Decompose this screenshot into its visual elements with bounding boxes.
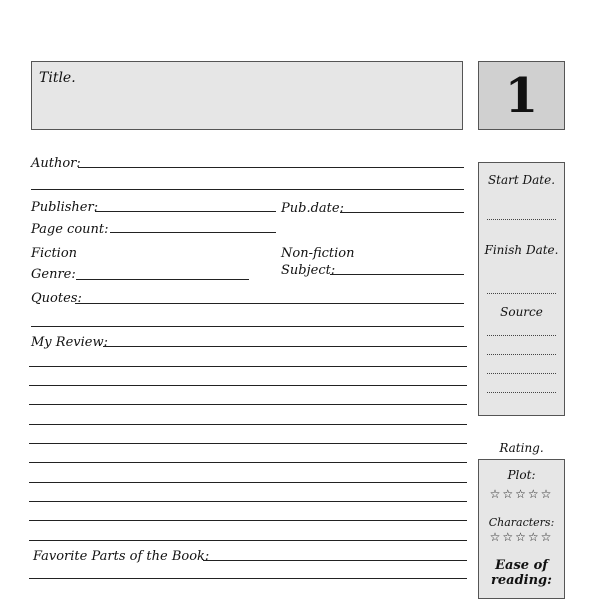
finish-date-line[interactable] [487, 293, 556, 294]
review-line[interactable] [29, 424, 467, 425]
publisher-label: Publisher: [31, 200, 99, 215]
source-label: Source [500, 305, 543, 319]
quotes-line-2[interactable] [31, 326, 464, 327]
page-count-line[interactable] [110, 232, 276, 233]
review-line[interactable] [29, 501, 467, 502]
rating-box [478, 459, 565, 599]
dates-sidebar [478, 162, 565, 416]
source-line[interactable] [487, 392, 556, 393]
quotes-line[interactable] [75, 303, 464, 304]
fiction-label: Fiction [31, 246, 78, 261]
favorite-parts-label: Favorite Parts of the Book: [33, 549, 210, 564]
entry-number: 1 [504, 68, 539, 124]
source-line[interactable] [487, 373, 556, 374]
review-line[interactable] [29, 482, 467, 483]
review-line[interactable] [29, 540, 467, 541]
characters-stars[interactable]: ☆☆☆☆☆ [489, 530, 554, 544]
start-date-label: Start Date. [487, 173, 556, 187]
source-line[interactable] [487, 354, 556, 355]
page-count-label: Page count: [31, 222, 109, 237]
favorite-parts-line[interactable] [203, 560, 467, 561]
number-box [478, 61, 565, 130]
ease-label: Ease of reading: [491, 558, 552, 588]
rating-title: Rating. [499, 441, 544, 455]
pub-date-line[interactable] [340, 212, 464, 213]
genre-label: Genre: [31, 267, 76, 282]
publisher-line[interactable] [95, 211, 276, 212]
review-line[interactable] [103, 346, 467, 347]
quotes-label: Quotes: [31, 291, 82, 306]
genre-line[interactable] [76, 279, 249, 280]
author-line[interactable] [78, 167, 464, 168]
author-label: Author: [31, 156, 81, 171]
plot-label: Plot: [507, 468, 536, 482]
characters-label: Characters: [488, 516, 555, 529]
review-line[interactable] [29, 462, 467, 463]
review-line[interactable] [29, 443, 467, 444]
start-date-line[interactable] [487, 219, 556, 220]
subject-line[interactable] [330, 274, 464, 275]
pub-date-label: Pub.date: [281, 201, 344, 216]
author-line-2[interactable] [31, 189, 464, 190]
review-line[interactable] [29, 520, 467, 521]
my-review-label: My Review: [31, 335, 108, 350]
non-fiction-label: Non-fiction [281, 246, 355, 261]
subject-label: Subject: [281, 263, 336, 278]
plot-stars[interactable]: ☆☆☆☆☆ [489, 487, 554, 501]
review-line[interactable] [29, 404, 467, 405]
source-line[interactable] [487, 335, 556, 336]
review-line[interactable] [29, 385, 467, 386]
title-label: Title. [39, 70, 76, 86]
favorite-parts-line-2[interactable] [29, 578, 467, 579]
title-box[interactable] [31, 61, 463, 130]
review-line[interactable] [29, 366, 467, 367]
finish-date-label: Finish Date. [484, 243, 559, 257]
